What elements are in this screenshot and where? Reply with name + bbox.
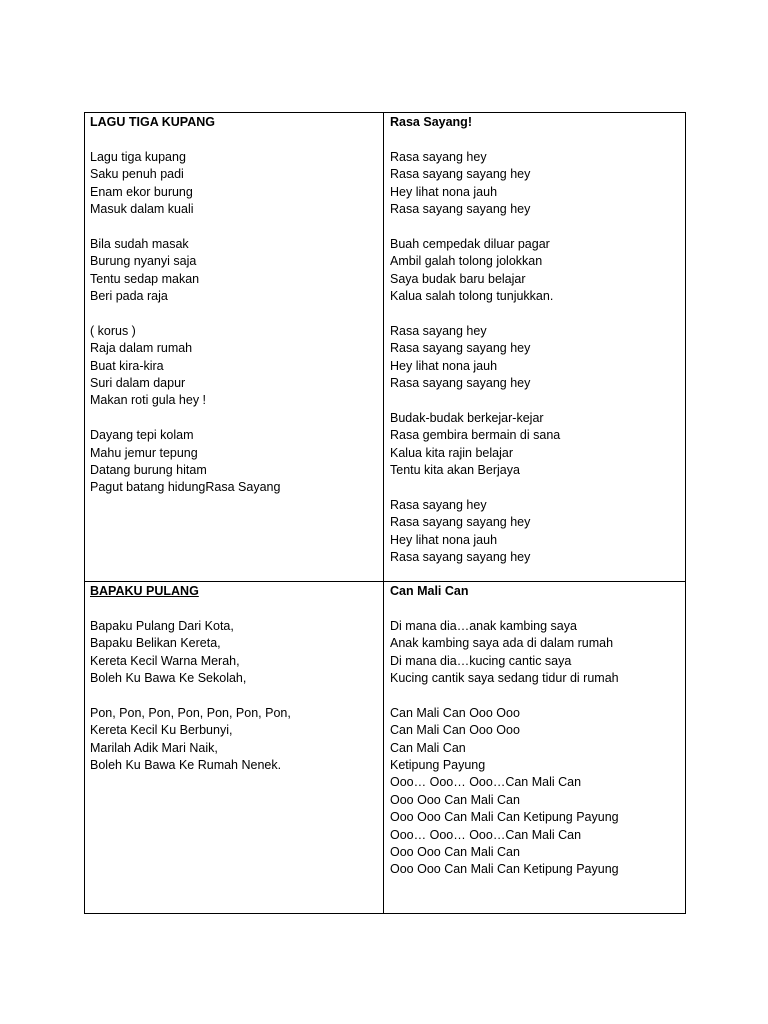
table-column-divider bbox=[383, 112, 384, 914]
lyrics-line: Rasa gembira bermain di sana bbox=[390, 428, 561, 443]
cell-rasa-sayang bbox=[390, 114, 682, 566]
lyrics-stanza bbox=[90, 705, 380, 775]
lyrics-line: Budak-budak berkejar-kejar bbox=[390, 410, 544, 425]
lyrics-line: Enam ekor burung bbox=[90, 184, 193, 199]
table-row-divider bbox=[84, 581, 686, 582]
lyrics-line: Datang burung hitam bbox=[90, 463, 207, 478]
lyrics-line: Masuk dalam kuali bbox=[90, 202, 194, 217]
lyrics-line: Kereta Kecil Warna Merah, bbox=[90, 653, 240, 668]
lyrics-line: Ooo… Ooo… Ooo…Can Mali Can bbox=[390, 775, 582, 790]
lyrics-line: Rasa sayang sayang hey bbox=[390, 167, 531, 182]
lyrics-line: Buat kira-kira bbox=[90, 358, 164, 373]
lyrics-line: Bapaku Belikan Kereta, bbox=[90, 636, 221, 651]
lyrics-line: Saya budak baru belajar bbox=[390, 271, 526, 286]
lyrics-line: Pon, Pon, Pon, Pon, Pon, Pon, Pon, bbox=[90, 705, 291, 720]
lyrics-line: Di mana dia…anak kambing saya bbox=[390, 618, 577, 633]
lyrics-line: Anak kambing saya ada di dalam rumah bbox=[390, 636, 614, 651]
lyrics-line: Boleh Ku Bawa Ke Sekolah, bbox=[90, 671, 247, 686]
lyrics-line: Can Mali Can bbox=[390, 740, 466, 755]
lyrics-line: Kalua kita rajin belajar bbox=[390, 445, 513, 460]
lyrics-line: Beri pada raja bbox=[90, 289, 168, 304]
lyrics-line: Boleh Ku Bawa Ke Rumah Nenek. bbox=[90, 758, 282, 773]
lyrics-line: Rasa sayang hey bbox=[390, 497, 487, 512]
lyrics-line: Lagu tiga kupang bbox=[90, 149, 186, 164]
lyrics-line: Kalua salah tolong tunjukkan. bbox=[390, 289, 554, 304]
song-title: Rasa Sayang! bbox=[390, 115, 472, 129]
lyrics-line: Tentu sedap makan bbox=[90, 271, 200, 286]
lyrics-stanza bbox=[390, 410, 682, 480]
lyrics-line: Can Mali Can Ooo Ooo bbox=[390, 723, 520, 738]
lyrics-stanza bbox=[390, 497, 682, 567]
lyrics-line: Can Mali Can Ooo Ooo bbox=[390, 705, 520, 720]
cell-bapaku-pulang bbox=[90, 583, 380, 774]
cell-lagu-tiga-kupang bbox=[90, 114, 380, 497]
lyrics-line: Ketipung Payung bbox=[390, 758, 486, 773]
lyrics-line: Tentu kita akan Berjaya bbox=[390, 463, 520, 478]
lyrics-line: Marilah Adik Mari Naik, bbox=[90, 740, 218, 755]
lyrics-line: Makan roti gula hey ! bbox=[90, 393, 207, 408]
lyrics-line: Rasa sayang sayang hey bbox=[390, 202, 531, 217]
lyrics-line: Ooo Ooo Can Mali Can bbox=[390, 845, 520, 860]
lyrics-line: Raja dalam rumah bbox=[90, 341, 193, 356]
lyrics-stanza bbox=[390, 323, 682, 393]
lyrics-line: Burung nyanyi saja bbox=[90, 254, 197, 269]
lyrics-stanza bbox=[390, 705, 682, 879]
lyrics-line: Pagut batang hidungRasa Sayang bbox=[90, 480, 281, 495]
lyrics-line: ( korus ) bbox=[90, 323, 136, 338]
song-title: BAPAKU PULANG bbox=[90, 584, 199, 598]
lyrics-line: Bila sudah masak bbox=[90, 236, 189, 251]
song-title: Can Mali Can bbox=[390, 584, 469, 598]
lyrics-stanza bbox=[90, 149, 380, 219]
lyrics-stanza bbox=[390, 618, 682, 688]
lyrics-line: Rasa sayang sayang hey bbox=[390, 376, 531, 391]
lyrics-line: Hey lihat nona jauh bbox=[390, 358, 498, 373]
lyrics-stanza bbox=[390, 236, 682, 306]
lyrics-line: Rasa sayang hey bbox=[390, 149, 487, 164]
lyrics-line: Hey lihat nona jauh bbox=[390, 532, 498, 547]
lyrics-stanza bbox=[90, 618, 380, 688]
lyrics-line: Hey lihat nona jauh bbox=[390, 184, 498, 199]
song-title: LAGU TIGA KUPANG bbox=[90, 115, 215, 129]
lyrics-line: Di mana dia…kucing cantic saya bbox=[390, 653, 572, 668]
lyrics-line: Suri dalam dapur bbox=[90, 376, 186, 391]
lyrics-line: Rasa sayang hey bbox=[390, 323, 487, 338]
lyrics-line: Ooo Ooo Can Mali Can Ketipung Payung bbox=[390, 810, 619, 825]
lyrics-line: Mahu jemur tepung bbox=[90, 445, 198, 460]
lyrics-line: Dayang tepi kolam bbox=[90, 428, 194, 443]
lyrics-line: Bapaku Pulang Dari Kota, bbox=[90, 618, 234, 633]
lyrics-line: Ooo Ooo Can Mali Can Ketipung Payung bbox=[390, 862, 619, 877]
lyrics-line: Rasa sayang sayang hey bbox=[390, 515, 531, 530]
lyrics-stanza bbox=[90, 427, 380, 497]
lyrics-line: Buah cempedak diluar pagar bbox=[390, 236, 550, 251]
lyrics-line: Ambil galah tolong jolokkan bbox=[390, 254, 543, 269]
lyrics-line: Kucing cantik saya sedang tidur di rumah bbox=[390, 671, 619, 686]
lyrics-line: Ooo… Ooo… Ooo…Can Mali Can bbox=[390, 827, 582, 842]
lyrics-stanza bbox=[90, 323, 380, 410]
cell-can-mali-can bbox=[390, 583, 682, 879]
lyrics-line: Saku penuh padi bbox=[90, 167, 184, 182]
lyrics-line: Rasa sayang sayang hey bbox=[390, 550, 531, 565]
lyrics-line: Rasa sayang sayang hey bbox=[390, 341, 531, 356]
lyrics-line: Ooo Ooo Can Mali Can bbox=[390, 792, 520, 807]
lyrics-stanza bbox=[390, 149, 682, 219]
lyrics-line: Kereta Kecil Ku Berbunyi, bbox=[90, 723, 233, 738]
lyrics-stanza bbox=[90, 236, 380, 306]
